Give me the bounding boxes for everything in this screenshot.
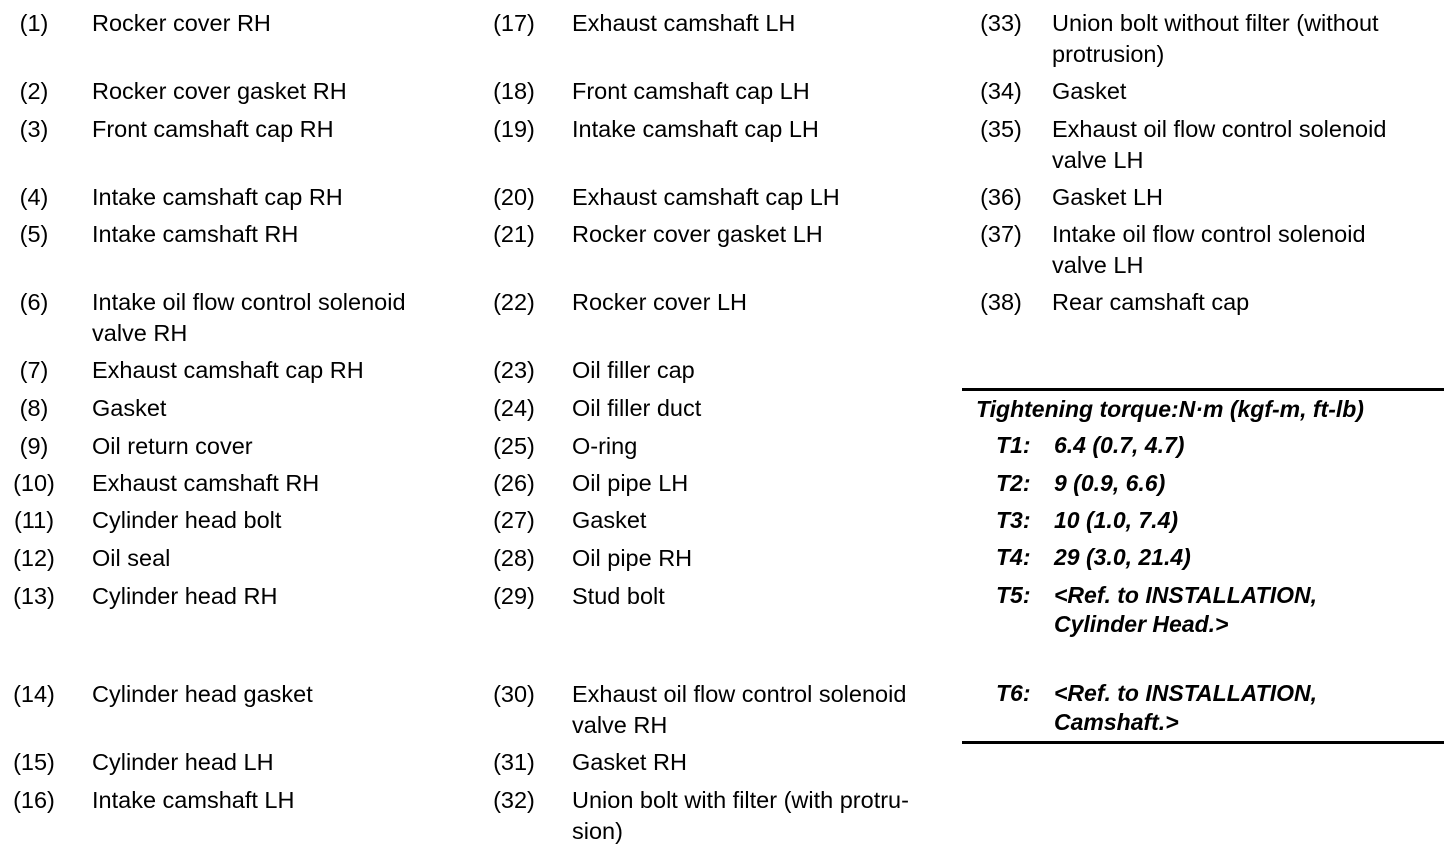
item-number: (12)	[13, 545, 55, 571]
item-label: Rocker cover LH	[572, 289, 747, 315]
item-label: Front camshaft cap LH	[572, 78, 810, 104]
torque-value: <Ref. to INSTALLATION, Cylinder Head.>	[1054, 582, 1317, 637]
item-number: (3)	[19, 116, 49, 142]
item-label: Exhaust oil flow control solenoid valve RH	[572, 681, 907, 738]
bottom-rule	[962, 741, 1444, 744]
item-number: (8)	[19, 395, 49, 421]
item-label: Exhaust camshaft cap LH	[572, 184, 840, 210]
torque-code: T4:	[996, 544, 1031, 570]
item-number: (30)	[493, 681, 535, 707]
item-number: (14)	[13, 681, 55, 707]
item-number: (24)	[493, 395, 535, 421]
torque-value: 6.4 (0.7, 4.7)	[1054, 432, 1185, 458]
item-label: Rocker cover gasket RH	[92, 78, 347, 104]
item-number: (35)	[980, 116, 1022, 142]
item-label: Front camshaft cap RH	[92, 116, 334, 142]
item-number: (36)	[980, 184, 1022, 210]
item-label: O-ring	[572, 433, 638, 459]
item-label: Intake camshaft cap RH	[92, 184, 343, 210]
torque-value: 9 (0.9, 6.6)	[1054, 470, 1166, 496]
item-label: Intake oil flow control solenoid valve LH	[1052, 221, 1366, 278]
torque-code: T2:	[996, 470, 1031, 496]
item-label: Union bolt without filter (without protrusion)	[1052, 10, 1379, 67]
item-number: (37)	[980, 221, 1022, 247]
item-number: (32)	[493, 787, 535, 813]
item-number: (26)	[493, 470, 535, 496]
item-label: Oil seal	[92, 545, 171, 571]
item-number: (4)	[19, 184, 49, 210]
top-rule	[962, 388, 1444, 391]
item-number: (38)	[980, 289, 1022, 315]
item-number: (1)	[19, 10, 49, 36]
item-number: (34)	[980, 78, 1022, 104]
item-label: Oil pipe LH	[572, 470, 689, 496]
item-number: (22)	[493, 289, 535, 315]
item-label: Gasket	[92, 395, 167, 421]
item-label: Oil return cover	[92, 433, 253, 459]
torque-code: T1:	[996, 432, 1031, 458]
item-label: Rear camshaft cap	[1052, 289, 1250, 315]
item-number: (10)	[13, 470, 55, 496]
item-label: Rocker cover RH	[92, 10, 271, 36]
item-number: (29)	[493, 583, 535, 609]
item-number: (16)	[13, 787, 55, 813]
tightening-torque-table	[962, 388, 1444, 744]
item-number: (6)	[19, 289, 49, 315]
item-number: (17)	[493, 10, 535, 36]
item-label: Intake camshaft cap LH	[572, 116, 819, 142]
item-number: (11)	[13, 507, 55, 533]
torque-code: T3:	[996, 507, 1031, 533]
item-label: Union bolt with filter (with protru-sion)	[572, 787, 909, 844]
torque-code: T5:	[996, 582, 1031, 608]
item-label: Cylinder head gasket	[92, 681, 313, 707]
item-label: Oil pipe RH	[572, 545, 693, 571]
item-number: (20)	[493, 184, 535, 210]
item-label: Gasket	[572, 507, 647, 533]
item-label: Cylinder head RH	[92, 583, 278, 609]
item-number: (28)	[493, 545, 535, 571]
item-number: (33)	[980, 10, 1022, 36]
torque-value: 10 (1.0, 7.4)	[1054, 507, 1179, 533]
torque-code: T6:	[996, 680, 1031, 706]
item-number: (31)	[493, 749, 535, 775]
item-label: Intake camshaft LH	[92, 787, 295, 813]
item-number: (25)	[493, 433, 535, 459]
item-label: Cylinder head bolt	[92, 507, 282, 533]
item-number: (5)	[19, 221, 49, 247]
item-label: Oil filler cap	[572, 357, 695, 383]
torque-title: Tightening torque:N·m (kgf-m, ft-lb)	[976, 396, 1364, 422]
torque-value: 29 (3.0, 21.4)	[1054, 544, 1191, 570]
item-label: Gasket	[1052, 78, 1127, 104]
item-label: Cylinder head LH	[92, 749, 274, 775]
item-number: (7)	[19, 357, 49, 383]
item-label: Intake oil flow control solenoid valve RH	[92, 289, 406, 346]
item-label: Intake camshaft RH	[92, 221, 299, 247]
item-number: (21)	[493, 221, 535, 247]
item-number: (18)	[493, 78, 535, 104]
item-label: Gasket RH	[572, 749, 687, 775]
item-label: Exhaust oil flow control solenoid valve LH	[1052, 116, 1387, 173]
item-number: (19)	[493, 116, 535, 142]
item-label: Exhaust camshaft RH	[92, 470, 320, 496]
item-number: (27)	[493, 507, 535, 533]
item-label: Rocker cover gasket LH	[572, 221, 823, 247]
item-label: Stud bolt	[572, 583, 665, 609]
item-number: (13)	[13, 583, 55, 609]
item-number: (9)	[19, 433, 49, 459]
item-label: Exhaust camshaft cap RH	[92, 357, 364, 383]
torque-value: <Ref. to INSTALLATION, Camshaft.>	[1054, 680, 1317, 735]
item-number: (2)	[19, 78, 49, 104]
item-number: (23)	[493, 357, 535, 383]
item-label: Exhaust camshaft LH	[572, 10, 796, 36]
item-number: (15)	[13, 749, 55, 775]
item-label: Oil filler duct	[572, 395, 702, 421]
item-label: Gasket LH	[1052, 184, 1164, 210]
